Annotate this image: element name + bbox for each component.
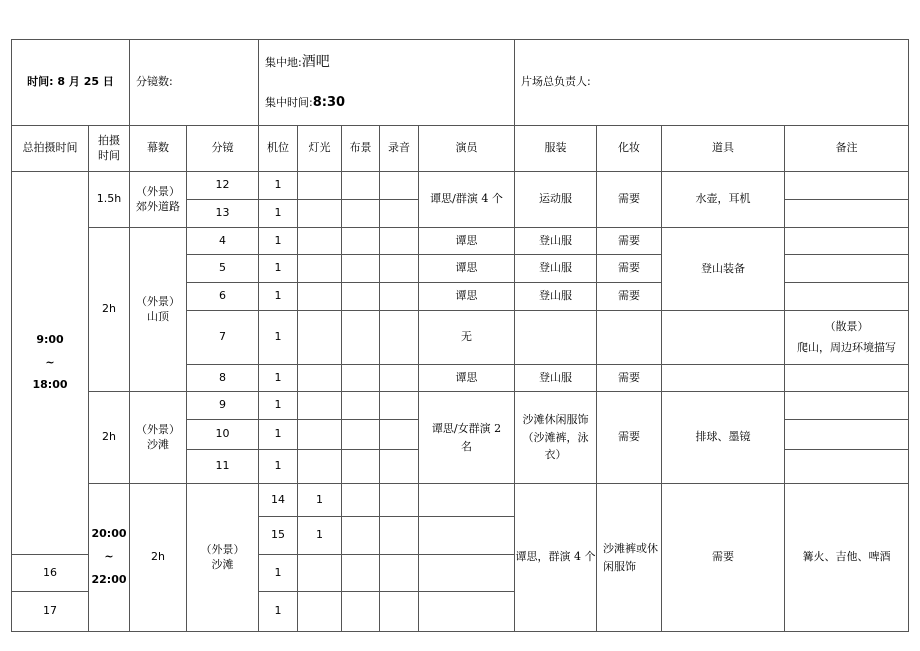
set-cell [342, 311, 380, 365]
notes-cell [785, 200, 909, 228]
makeup-cell: 需要 [597, 283, 662, 311]
set-cell [342, 283, 380, 311]
notes-cell [785, 311, 909, 365]
lighting-cell [342, 484, 380, 517]
g4-scene: （外景） 沙滩 [187, 484, 259, 632]
sound-cell [419, 484, 515, 517]
storyboard-count-label: 分镜数: [136, 75, 173, 89]
storyboard-count-cell [130, 40, 259, 126]
sound-cell [380, 365, 419, 392]
evening-time-block [89, 484, 130, 632]
g2-scene: （外景） 山顶 [130, 228, 187, 392]
g1-scene: （外景） 郊外道路 [130, 172, 187, 228]
notes-cell [785, 392, 909, 420]
costume-cell: 登山服 [515, 283, 597, 311]
camera-value: 1 [259, 592, 298, 632]
g1-actor: 谭思/群演 4 个 [419, 172, 515, 228]
date-value: 8 月 25 日 [57, 75, 114, 89]
lighting-cell [298, 228, 342, 255]
camera-value: 1 [259, 420, 298, 450]
costume-cell: 登山服 [515, 255, 597, 283]
makeup-cell: 需要 [597, 365, 662, 392]
set-cell [342, 172, 380, 200]
sound-cell [380, 450, 419, 484]
meet-time-value: 8:30 [312, 95, 346, 111]
actor-cell: 谭思 [419, 365, 515, 392]
sound-cell [380, 392, 419, 420]
g1-props: 水壶，耳机 [662, 172, 785, 228]
g4-costume: 沙滩裤或休闲服饰 [597, 484, 662, 632]
table-row [12, 172, 909, 200]
g1-duration: 1.5h [89, 172, 130, 228]
lighting-cell [298, 200, 342, 228]
camera-value: 1 [259, 311, 298, 365]
sound-cell [380, 172, 419, 200]
sound-cell [380, 555, 419, 592]
camera-value: 1 [298, 484, 342, 517]
camera-value: 1 [259, 228, 298, 255]
sound-cell [380, 311, 419, 365]
lighting-cell [298, 283, 342, 311]
camera-value: 1 [259, 172, 298, 200]
g4-props: 篝火、吉他、啤酒 [785, 484, 909, 632]
col-actor: 演员 [419, 126, 515, 172]
props-cell [662, 365, 785, 392]
meet-place-value: 酒吧 [301, 54, 330, 71]
set-cell [342, 592, 380, 632]
g3-costume: 沙滩休闲服饰（沙滩裤，泳衣） [515, 392, 597, 484]
g2-duration: 2h [89, 228, 130, 392]
shot-number: 11 [187, 450, 259, 484]
shot-number: 4 [187, 228, 259, 255]
shot-number: 10 [187, 420, 259, 450]
lighting-cell [298, 365, 342, 392]
shot-number: 16 [12, 555, 89, 592]
notes-cell [419, 592, 515, 632]
actor-cell: 谭思 [419, 255, 515, 283]
table-row [12, 392, 909, 420]
lighting-cell [298, 450, 342, 484]
set-cell [342, 228, 380, 255]
set-cell [342, 392, 380, 420]
notes-cell [785, 172, 909, 200]
makeup-cell [597, 311, 662, 365]
shooting-schedule-table [11, 39, 909, 632]
shot-number: 17 [12, 592, 89, 632]
col-shoot-time: 拍摄时间 [89, 126, 130, 172]
sound-cell [380, 283, 419, 311]
title-row [12, 40, 909, 126]
lighting-cell [298, 311, 342, 365]
set-cell [342, 450, 380, 484]
table-row [12, 228, 909, 255]
set-cell [342, 255, 380, 283]
meet-time-label: 集中时间: [265, 96, 313, 110]
camera-value: 1 [259, 283, 298, 311]
notes-cell [785, 365, 909, 392]
note-type: （散景） [824, 319, 869, 333]
morning-start: 9:00 [36, 332, 64, 346]
date-cell [12, 40, 130, 126]
col-props: 道具 [662, 126, 785, 172]
camera-value: 1 [259, 450, 298, 484]
shot-number: 9 [187, 392, 259, 420]
note-text: 爬山，周边环境描写 [797, 340, 897, 354]
notes-cell [785, 420, 909, 450]
morning-sep: ~ [45, 355, 55, 369]
camera-value: 1 [259, 555, 298, 592]
director-cell [515, 40, 909, 126]
camera-value: 1 [259, 365, 298, 392]
g4-duration: 2h [130, 484, 187, 632]
sound-cell [380, 420, 419, 450]
column-header-row [12, 126, 909, 172]
table-row [12, 484, 909, 517]
director-label: 片场总负责人: [521, 75, 591, 89]
col-scene: 幕数 [130, 126, 187, 172]
col-shot: 分镜 [187, 126, 259, 172]
lighting-cell [342, 517, 380, 555]
g3-duration: 2h [89, 392, 130, 484]
morning-end: 18:00 [32, 378, 68, 392]
col-makeup: 化妆 [597, 126, 662, 172]
col-costume: 服装 [515, 126, 597, 172]
lighting-cell [298, 420, 342, 450]
evening-end: 22:00 [91, 572, 127, 586]
lighting-cell [298, 255, 342, 283]
props-cell [662, 311, 785, 365]
set-cell [380, 517, 419, 555]
camera-value: 1 [259, 255, 298, 283]
g1-makeup: 需要 [597, 172, 662, 228]
shot-number: 5 [187, 255, 259, 283]
meet-place-label: 集中地: [265, 56, 302, 70]
notes-cell [785, 450, 909, 484]
makeup-cell: 需要 [597, 255, 662, 283]
notes-cell [785, 255, 909, 283]
col-set: 布景 [342, 126, 380, 172]
costume-cell: 登山服 [515, 228, 597, 255]
camera-value: 1 [298, 517, 342, 555]
camera-value: 1 [259, 200, 298, 228]
makeup-cell: 需要 [597, 228, 662, 255]
camera-value: 1 [259, 392, 298, 420]
lighting-cell [298, 555, 342, 592]
morning-time-block [12, 172, 89, 555]
col-camera: 机位 [259, 126, 298, 172]
notes-cell [785, 283, 909, 311]
set-cell [342, 555, 380, 592]
costume-cell [515, 311, 597, 365]
lighting-cell [298, 392, 342, 420]
sound-cell [419, 517, 515, 555]
g4-actor: 谭思，群演 4 个 [515, 484, 597, 632]
set-cell [342, 420, 380, 450]
shot-number: 14 [259, 484, 298, 517]
notes-cell [785, 228, 909, 255]
sound-cell [380, 255, 419, 283]
set-cell [380, 484, 419, 517]
date-label: 时间: [27, 75, 54, 89]
set-cell [342, 200, 380, 228]
shot-number: 6 [187, 283, 259, 311]
shot-number: 7 [187, 311, 259, 365]
notes-cell [419, 555, 515, 592]
col-sound: 录音 [380, 126, 419, 172]
actor-cell: 谭思 [419, 228, 515, 255]
sound-cell [380, 200, 419, 228]
shot-number: 15 [259, 517, 298, 555]
evening-sep: ~ [104, 550, 114, 564]
shot-number: 12 [187, 172, 259, 200]
shot-number: 13 [187, 200, 259, 228]
costume-cell: 登山服 [515, 365, 597, 392]
g3-scene: （外景） 沙滩 [130, 392, 187, 484]
actor-cell: 无 [419, 311, 515, 365]
g3-props: 排球、墨镜 [662, 392, 785, 484]
g3-makeup: 需要 [597, 392, 662, 484]
lighting-cell [298, 592, 342, 632]
shot-number: 8 [187, 365, 259, 392]
actor-cell: 谭思 [419, 283, 515, 311]
sound-cell [380, 592, 419, 632]
g1-costume: 运动服 [515, 172, 597, 228]
set-cell [342, 365, 380, 392]
col-notes: 备注 [785, 126, 909, 172]
lighting-cell [298, 172, 342, 200]
col-lighting: 灯光 [298, 126, 342, 172]
col-total-time: 总拍摄时间 [12, 126, 89, 172]
sound-cell [380, 228, 419, 255]
g4-makeup: 需要 [662, 484, 785, 632]
meet-cell [259, 40, 515, 126]
g3-actor: 谭思/女群演 2 名 [419, 392, 515, 484]
evening-start: 20:00 [91, 527, 127, 541]
g2-props: 登山装备 [662, 228, 785, 311]
